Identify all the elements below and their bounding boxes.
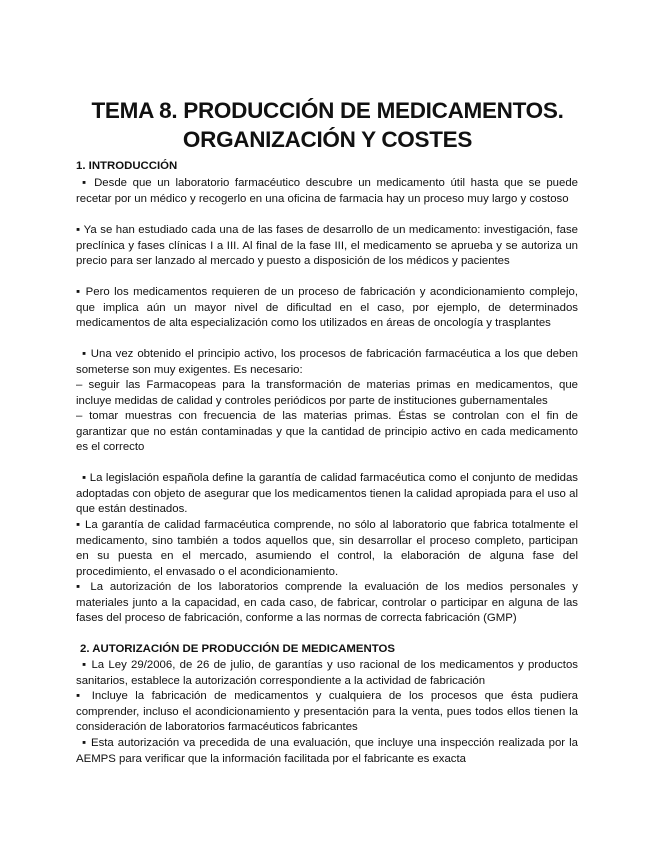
paragraph: ▪ Incluye la fabricación de medicamentos y cualquiera de los procesos que ésta pudiera comprender, incluso el acondicionamiento y presentación para la venta, pues todos ellos tienen la consideración de laboratorios farmacéuticos fabricantes: [76, 690, 578, 734]
paragraph: ▪ La garantía de calidad farmacéutica comprende, no sólo al laboratorio que fabrica totalmente el medicamento, sino también a todos aquellos que, sin desarrollar el proceso completo, participan en su puesta en el mercado, asumiendo el control, la elaboración de alguna fase del procedimiento, el envasado o el acondicionamiento.: [76, 519, 578, 578]
page-title-line-1: TEMA 8. PRODUCCIÓN DE MEDICAMENTOS.: [91, 98, 564, 123]
paragraph: ▪ Desde que un laboratorio farmacéutico descubre un medicamento útil hasta que se puede recetar por un médico y recogerlo en una oficina de farmacia hay un proceso muy largo y costoso: [76, 177, 578, 205]
paragraph: ▪ La autorización de los laboratorios comprende la evaluación de los medios personales y materiales junto a la capacidad, en cada caso, de fabricar, controlar o participar en alguna de las fases del proceso de fabricación, conforme a las normas de correcta fabricación (GMP): [76, 581, 578, 625]
paragraph: – seguir las Farmacopeas para la transformación de materias primas en medicamentos, que incluye medidas de calidad y controles periódicos por parte de instituciones gubernamentales: [76, 379, 578, 407]
paragraph: – tomar muestras con frecuencia de las materias primas. Éstas se controlan con el fin de garantizar que no están contaminadas y que la cantidad de principio activo en cada medicamento es el correcto: [76, 410, 578, 454]
paragraph: ▪ La Ley 29/2006, de 26 de julio, de garantías y uso racional de los medicamentos y productos sanitarios, establece la autorización correspondiente a la actividad de fabricación: [76, 659, 578, 687]
paragraph: ▪ Ya se han estudiado cada una de las fases de desarrollo de un medicamento: investigación, fase preclínica y fases clínicas I a III. Al final de la fase III, el medicamento se aprueba y se autoriza un precio para ser lanzado al mercado y puesto a disposición de los médicos y pacientes: [76, 224, 578, 268]
section-heading-introduccion: 1. INTRODUCCIÓN: [76, 160, 178, 172]
paragraph: ▪ La legislación española define la garantía de calidad farmacéutica como el conjunto de medidas adoptadas con objeto de asegurar que los medicamentos tienen la calidad apropiada para el uso al que están destinados.: [76, 472, 578, 516]
page-title-line-2: ORGANIZACIÓN Y COSTES: [182, 127, 473, 152]
paragraph: ▪ Una vez obtenido el principio activo, los procesos de fabricación farmacéutica a los que deben someterse son muy exigentes. Es necesario:: [76, 348, 578, 376]
paragraph: ▪ Pero los medicamentos requieren de un proceso de fabricación y acondicionamiento complejo, que implica aún un mayor nivel de dificultad en el caso, por ejemplo, de determinados medicamentos de alta especialización como los utilizados en áreas de oncología y trasplantes: [76, 286, 578, 330]
paragraph: ▪ Esta autorización va precedida de una evaluación, que incluye una inspección realizada por la AEMPS para verificar que la información facilitada por el fabricante es exacta: [76, 737, 578, 765]
section-heading-autorizacion: 2. AUTORIZACIÓN DE PRODUCCIÓN DE MEDICAMENTOS: [80, 643, 395, 655]
